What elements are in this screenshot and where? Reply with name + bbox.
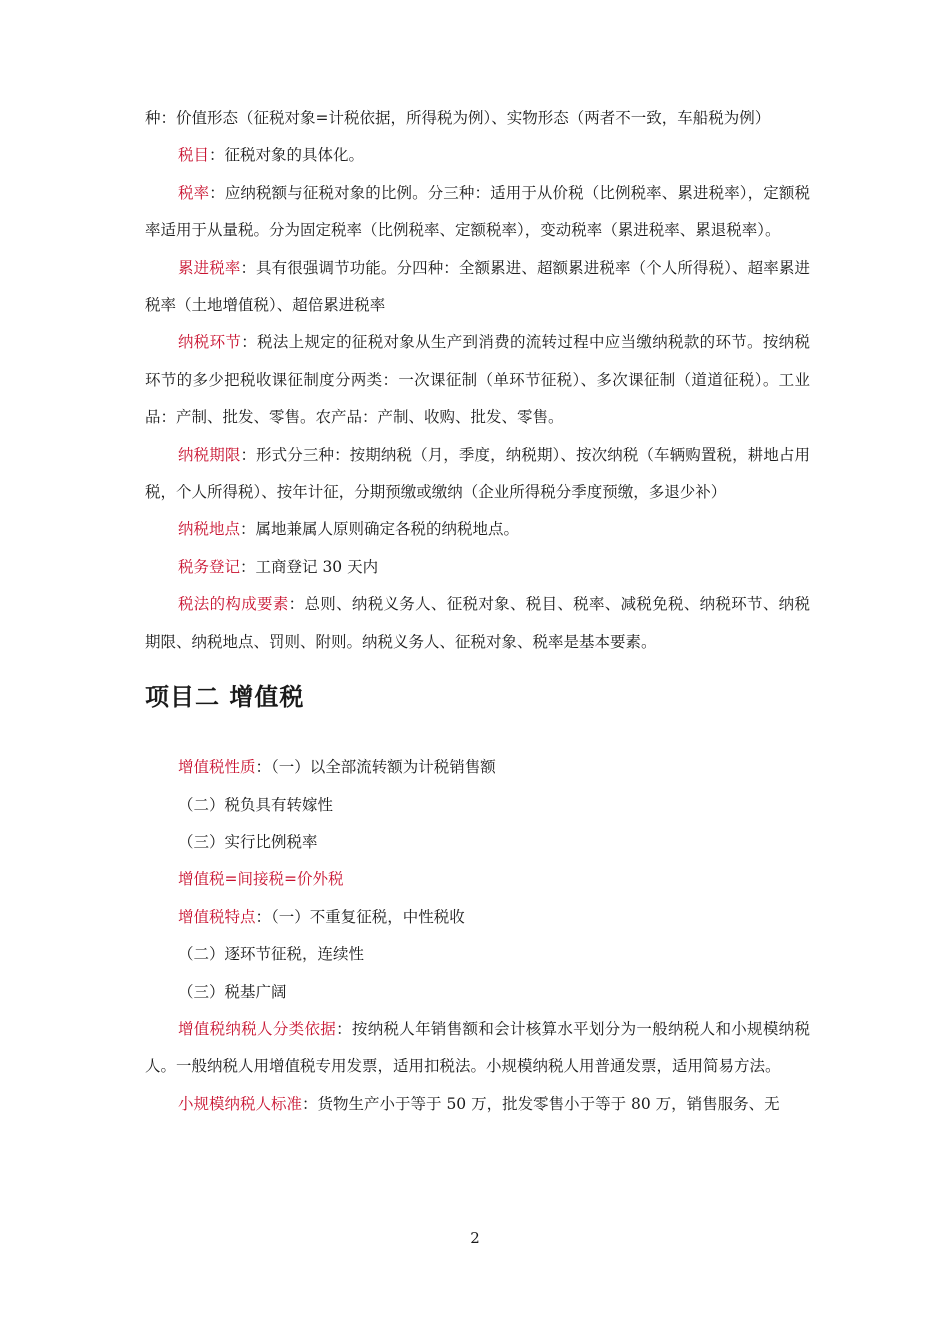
- term-label: 增值税纳税人分类依据: [178, 1019, 337, 1038]
- paragraph-tax-location: [145, 511, 810, 548]
- paragraph-text: （二）逐环节征税，连续性: [178, 945, 365, 964]
- term-label: 纳税地点: [178, 520, 241, 539]
- term-label: 增值税特点: [178, 907, 256, 926]
- paragraph-vat-nature: [145, 749, 810, 786]
- term-label: 税目: [178, 146, 210, 165]
- paragraph-text: ：总则、纳税义务人、征税对象、税目、税率、减税免税、纳税环节、纳税期限、纳税地点、罚则、附则。纳税义务人、征税对象、税率是基本要素。: [145, 595, 810, 651]
- term-label: 增值税性质: [178, 758, 256, 777]
- paragraph-tax-object-forms: [145, 100, 810, 137]
- paragraph-text: ：（一）不重复征税，中性税收: [255, 907, 465, 926]
- paragraph-vat-nature-2: [145, 787, 810, 824]
- page-content: [145, 100, 810, 1123]
- paragraph-text: ：工商登记 30 天内: [240, 557, 379, 576]
- paragraph-text: ：具有很强调节功能。分四种：全额累进、超额累进税率（个人所得税）、超率累进税率（土地增值税）、超倍累进税率: [145, 258, 810, 315]
- page-number: 2: [470, 1229, 480, 1247]
- paragraph-tax-link: [145, 324, 810, 436]
- paragraph-text: （三）实行比例税率: [178, 832, 318, 851]
- term-label: 小规模纳税人标准: [178, 1094, 303, 1113]
- paragraph-text: ：征税对象的具体化。: [209, 146, 365, 165]
- paragraph-text: ：应纳税额与征税对象的比例。分三种：适用于从价税（比例税率、累进税率），定额税率适用于从量税。分为固定税率（比例税率、定额税率），变动税率（累进税率、累退税率）。: [145, 183, 810, 240]
- paragraph-text: （二）税负具有转嫁性: [178, 795, 334, 814]
- section-heading: 项目二 增值税: [145, 683, 305, 712]
- paragraph-text: ：属地兼属人原则确定各税的纳税地点。: [240, 520, 520, 539]
- paragraph-vat-taxpayer-classification: [145, 1011, 810, 1086]
- term-label: 税率: [178, 183, 210, 202]
- paragraph-tax-rate: [145, 175, 810, 250]
- paragraph-tax-registration: [145, 549, 810, 586]
- term-label: 税务登记: [178, 557, 241, 576]
- paragraph-tax-item: [145, 137, 810, 174]
- term-label: 累进税率: [178, 258, 241, 277]
- paragraph-vat-features-3: [145, 974, 810, 1011]
- term-label: 纳税期限: [178, 445, 241, 464]
- paragraph-text: ：税法上规定的征税对象从生产到消费的流转过程中应当缴纳税款的环节。按纳税环节的多少把税收课征制度分两类：一次课征制（单环节征税）、多次课征制（道道征税）。工业品：产制、批发、零售。农产品：产制、收购、批发、零售。: [145, 333, 810, 427]
- paragraph-text: （三）税基广阔: [178, 982, 287, 1001]
- paragraph-text: ：（一）以全部流转额为计税销售额: [255, 758, 496, 777]
- paragraph-text: ：按纳税人年销售额和会计核算水平划分为一般纳税人和小规模纳税人。一般纳税人用增值税专用发票，适用扣税法。小规模纳税人用普通发票，适用简易方法。: [145, 1019, 810, 1076]
- paragraph-progressive-rate: [145, 250, 810, 325]
- paragraph-tax-law-elements: [145, 586, 810, 661]
- paragraph-text: 种：价值形态（征税对象=计税依据，所得税为例）、实物形态（两者不一致，车船税为例）: [145, 109, 771, 127]
- term-label: 纳税环节: [178, 333, 242, 352]
- paragraph-vat-features: [145, 899, 810, 936]
- paragraph-small-taxpayer-standard: [145, 1086, 810, 1123]
- term-label: 税法的构成要素: [178, 595, 289, 614]
- paragraph-vat-nature-3: [145, 824, 810, 861]
- paragraph-text: ：货物生产小于等于 50 万，批发零售小于等于 80 万，销售服务、无: [302, 1094, 780, 1113]
- paragraph-vat-definition: [145, 861, 810, 898]
- paragraph-text: 增值税=间接税=价外税: [178, 870, 344, 889]
- paragraph-vat-features-2: [145, 936, 810, 973]
- paragraph-text: ：形式分三种：按期纳税（月，季度，纳税期）、按次纳税（车辆购置税，耕地占用税，个人所得税）、按年计征，分期预缴或缴纳（企业所得税分季度预缴，多退少补）: [145, 445, 810, 502]
- paragraph-tax-period: [145, 437, 810, 512]
